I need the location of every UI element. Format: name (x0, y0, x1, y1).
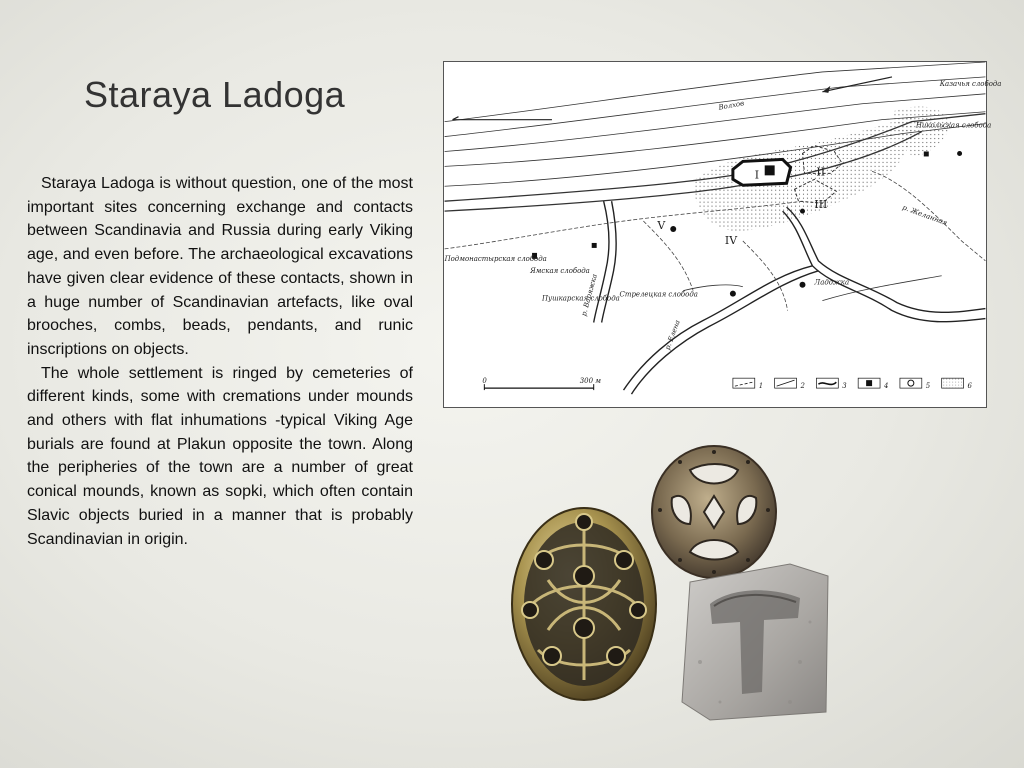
zone-label-2: II (816, 165, 826, 179)
oval-brooch-photo (508, 500, 660, 704)
stone-mould-photo (680, 562, 830, 722)
site-map (443, 61, 1002, 408)
legend-number-1: 1 (758, 382, 764, 391)
scale-zero: 0 (482, 377, 487, 386)
paragraph-1: Staraya Ladoga is without question, one of the most important sites concerning exchange and contacts between Scandinavia and Russia during early Viking age, and even before. The archaeological excavations have given clear evidence of these contacts, shown in a huge number of Scandinavian artefacts, like oval brooches, combs, beads, pendants, and runic inscriptions on objects. (27, 175, 413, 358)
zone-label-5: V (657, 219, 666, 233)
legend-number-5: 5 (925, 382, 931, 391)
legend-number-2: 2 (800, 382, 805, 391)
round-pendant-photo (650, 440, 780, 580)
zone-label-3: III (814, 198, 828, 212)
legend-number-4: 4 (884, 382, 889, 391)
scale-end: 300 м (579, 377, 601, 386)
label-nikolskaya: Никольская слобода (915, 121, 992, 130)
label-streletskaya: Стрелецкая слобода (619, 290, 698, 299)
label-varyazhka: р. Варяжка (579, 273, 599, 318)
legend-number-3: 3 (842, 382, 847, 391)
label-yamskaya: Ямская слобода (530, 266, 590, 275)
legend-number-6: 6 (967, 382, 972, 391)
label-zhelannaya: р. Желанная (901, 203, 949, 228)
label-podmonastyrskaya: Подмонастырская слобода (444, 254, 547, 263)
zone-label-1: I (754, 168, 760, 182)
body-text (27, 172, 413, 551)
map-legend (733, 378, 973, 390)
label-river: Волхов (717, 99, 745, 112)
site-map-drawing (444, 62, 1002, 407)
paragraph-2: The whole settlement is ringed by cemeteries of different kinds, some with cremations under mounds and others with flat inhumations -typical Viking Age burials are found at Plakun opposite the town. Along the peripheries of the town are a number of great conical mounds, known as sopki, which often contain Slavic objects buried in a manner that is probably Scandinavian in origin. (27, 364, 413, 548)
zone-label-4: IV (724, 233, 738, 247)
label-elena: р. Елена (663, 318, 682, 352)
label-pushkarskaya: Пушкарская слобода (542, 294, 620, 303)
slide-title: Staraya Ladoga (84, 74, 346, 115)
label-ladozhka: Ладожка (814, 278, 850, 287)
label-kazachya: Казачья слобода (939, 79, 1002, 88)
